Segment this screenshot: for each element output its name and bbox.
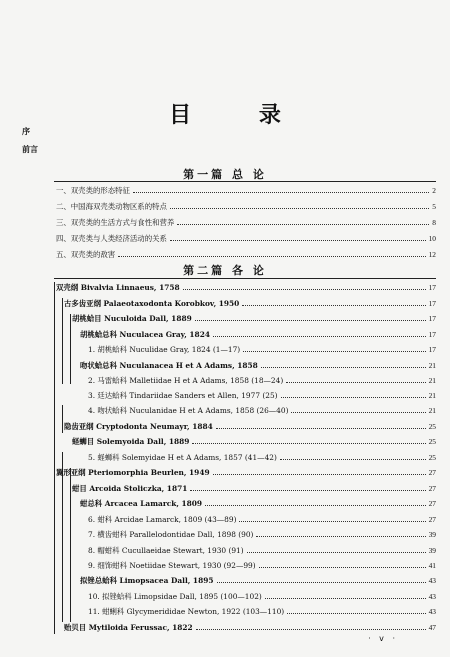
toc-entry-page: 25	[428, 437, 436, 446]
leader-dots	[170, 202, 429, 209]
leader-dots	[213, 468, 426, 475]
toc-entry-page: 21	[428, 376, 436, 385]
tree-guide-level0	[54, 282, 55, 634]
toc-entry	[56, 467, 436, 479]
tree-guide-level2	[70, 314, 71, 384]
leader-dots	[247, 546, 426, 553]
page-number: · v ·	[368, 634, 398, 643]
leader-dots	[195, 314, 426, 321]
toc-entry	[56, 233, 436, 245]
leader-dots	[242, 299, 425, 306]
toc-entry-text: 7. 横齿蚶科 Parallelodontidae Dall, 1898 (90)	[88, 530, 254, 539]
toc-entry-page: 17	[428, 330, 436, 339]
toc-entry-text: 胡桃蛤目 Nuculoida Dall, 1889	[72, 314, 192, 323]
toc-entry-page: 47	[428, 623, 436, 632]
toc-entry	[80, 360, 436, 372]
toc-entry-page: 2	[432, 186, 436, 195]
part1-rule	[54, 181, 436, 182]
front-matter-foreword: 前言	[22, 144, 38, 154]
toc-entry-text: 隐齿亚纲 Cryptodonta Neumayr, 1884	[64, 422, 213, 431]
toc-entry-page: 8	[432, 218, 436, 227]
leader-dots	[256, 530, 425, 537]
toc-entry-page: 39	[428, 530, 436, 539]
toc-entry-text: 10. 拟锉蛤科 Limopsidae Dall, 1895 (100—102)	[88, 592, 262, 601]
leader-dots	[213, 330, 426, 337]
toc-entry-text: 五、双壳类的敌害	[56, 250, 116, 259]
toc-entry	[72, 436, 436, 448]
toc-entry-text: 翼形亚纲 Pteriomorphia Beurlen, 1949	[56, 468, 210, 477]
page-title: 目 录	[169, 102, 311, 128]
leader-dots	[239, 515, 425, 522]
toc-entry	[88, 560, 436, 572]
tree-guide-level1	[62, 298, 63, 384]
toc-entry-text: 9. 细饰蚶科 Noetiidae Stewart, 1930 (92—99)	[88, 561, 256, 570]
toc-entry	[64, 622, 436, 634]
leader-dots	[205, 499, 426, 506]
toc-entry-page: 43	[428, 607, 436, 616]
toc-entry-text: 8. 帽蚶科 Cucullaeidae Stewart, 1930 (91)	[88, 546, 244, 555]
toc-entry	[56, 217, 436, 229]
toc-entry-text: 蚶总科 Arcacea Lamarck, 1809	[80, 499, 203, 508]
leader-dots	[118, 250, 425, 257]
leader-dots	[177, 218, 429, 225]
toc-entry-text: 双壳纲 Bivalvia Linnaeus, 1758	[56, 283, 180, 292]
toc-entry-text: 贻贝目 Mytiloida Ferussac, 1822	[64, 623, 193, 632]
leader-dots	[243, 345, 425, 352]
toc-entry-text: 胡桃蛤总科 Nuculacea Gray, 1824	[80, 330, 210, 339]
toc-entry-page: 27	[428, 515, 436, 524]
toc-entry-page: 5	[432, 202, 436, 211]
toc-entry-text: 5. 蛏蛳科 Solemyidae H et A Adams, 1857 (41—42)	[88, 453, 277, 462]
toc-entry-page: 21	[428, 406, 436, 415]
toc-entry-page: 27	[428, 499, 436, 508]
toc-entry-text: 1. 胡桃蛤科 Nuculidae Gray, 1824 (1—17)	[88, 345, 241, 354]
toc-entry	[88, 606, 436, 618]
toc-entry-page: 25	[428, 453, 436, 462]
toc-entry-text: 6. 蚶科 Arcidae Lamarck, 1809 (43—89)	[88, 515, 237, 524]
toc-entry	[88, 545, 436, 557]
toc-entry-page: 39	[428, 546, 436, 555]
toc-entry-text: 2. 马雷蛤科 Malletiidae H et A Adams, 1858 (18—24)	[88, 376, 284, 385]
toc-entry-text: 拟锉总蛤科 Limopsacea Dall, 1895	[80, 576, 214, 585]
toc-entry	[88, 375, 436, 387]
toc-entry	[80, 498, 436, 510]
toc-entry-page: 41	[428, 561, 436, 570]
toc-entry	[56, 185, 436, 197]
toc-entry-text: 3. 廷达蛤科 Tindariidae Sanders et Allen, 1977 (25)	[88, 391, 278, 400]
toc-entry	[88, 591, 436, 603]
toc-entry-page: 17	[428, 299, 436, 308]
toc-entry-page: 17	[428, 283, 436, 292]
toc-entry-page: 12	[428, 250, 436, 259]
leader-dots	[216, 422, 426, 429]
toc-entry-text: 三、双壳类的生活方式与食性和营养	[56, 218, 175, 227]
tree-guide-level1	[62, 405, 63, 433]
front-matter-preface: 序	[22, 126, 30, 136]
toc-entry	[88, 452, 436, 464]
toc-entry-page: 27	[428, 468, 436, 477]
leader-dots	[192, 437, 425, 444]
leader-dots	[280, 453, 426, 460]
toc-entry	[80, 329, 436, 341]
toc-entry	[88, 529, 436, 541]
toc-entry	[88, 344, 436, 356]
part2-title: 第二篇 各 论	[183, 264, 267, 277]
toc-entry-text: 11. 蚶蜊科 Glycymerididae Newton, 1922 (103—110)	[88, 607, 285, 616]
leader-dots	[281, 391, 426, 398]
toc-entry-page: 21	[428, 361, 436, 370]
tree-guide-level2	[70, 468, 71, 622]
toc-entry	[88, 390, 436, 402]
toc-entry	[64, 298, 436, 310]
toc-entry-text: 蚶目 Arcoida Stoliczka, 1871	[72, 484, 188, 493]
toc-entry	[56, 249, 436, 261]
toc-entry	[56, 201, 436, 213]
part2-rule	[54, 278, 436, 279]
toc-entry	[88, 514, 436, 526]
toc-entry-page: 21	[428, 391, 436, 400]
leader-dots	[217, 576, 426, 583]
leader-dots	[265, 592, 426, 599]
leader-dots	[261, 361, 426, 368]
leader-dots	[259, 561, 426, 568]
toc-entry-text: 二、中国海双壳类动物区系的特点	[56, 202, 167, 211]
toc-entry	[64, 421, 436, 433]
toc-entry-page: 17	[428, 345, 436, 354]
toc-entry-page: 25	[428, 422, 436, 431]
toc-entry-page: 43	[428, 576, 436, 585]
toc-entry	[56, 282, 436, 294]
toc-entry	[88, 405, 436, 417]
leader-dots	[183, 283, 426, 290]
toc-entry-text: 吻状蛤总科 Nuculanacea H et A Adams, 1858	[80, 361, 258, 370]
part1-title: 第一篇 总 论	[183, 168, 267, 181]
toc-entry	[80, 575, 436, 587]
leader-dots	[190, 484, 425, 491]
toc-entry	[72, 483, 436, 495]
toc-entry-text: 蛏蛳目 Solemyoida Dall, 1889	[72, 437, 190, 446]
leader-dots	[291, 406, 425, 413]
toc-entry-text: 一、双壳类的形态特征	[56, 186, 130, 195]
toc-entry-page: 43	[428, 592, 436, 601]
leader-dots	[133, 186, 429, 193]
leader-dots	[287, 607, 425, 614]
leader-dots	[286, 376, 425, 383]
toc-entry-text: 4. 吻状蛤科 Nuculanidae H et A Adams, 1858 (26—40)	[88, 406, 289, 415]
toc-entry-page: 10	[428, 234, 436, 243]
toc-entry-page: 27	[428, 484, 436, 493]
toc-entry-text: 古多齿亚纲 Palaeotaxodonta Korobkov, 1950	[64, 299, 240, 308]
leader-dots	[196, 623, 426, 630]
toc-entry-text: 四、双壳类与人类经济活动的关系	[56, 234, 167, 243]
leader-dots	[170, 234, 426, 241]
toc-entry	[72, 313, 436, 325]
toc-entry-page: 17	[428, 314, 436, 323]
